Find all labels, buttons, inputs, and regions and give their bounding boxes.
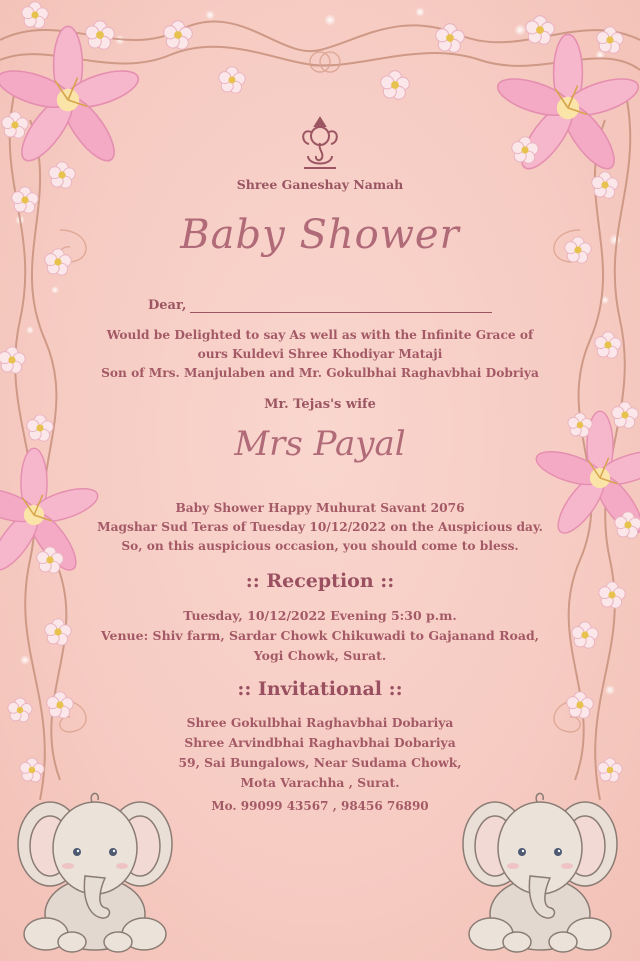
invocation-text: Shree Ganeshay Namah: [236, 177, 404, 192]
mobile-numbers: Mo. 99099 43567 , 98456 76890: [211, 799, 429, 813]
wife-of-text: Mr. Tejas's wife: [264, 397, 376, 412]
reception-line: Yogi Chowk, Surat.: [253, 648, 387, 663]
detail-line: So, on this auspicious occasion, you should come to bless.: [121, 539, 519, 553]
intro-line: Would be Delighted to say As well as with the Infinite Grace of: [106, 328, 534, 342]
event-details: [0, 499, 640, 556]
invitational-info: [0, 713, 640, 793]
intro-line: Son of Mrs. Manjulaben and Mr. Gokulbhai Raghavbhai Dobriya: [101, 366, 539, 380]
dear-label: Dear,: [148, 298, 187, 313]
intro-line: ours Kuldevi Shree Khodiyar Mataji: [197, 347, 443, 361]
elephant-icon: [10, 786, 180, 956]
honoree-name: Mrs Payal: [234, 424, 406, 464]
intro-text: [0, 326, 640, 383]
invitational-line: 59, Sai Bungalows, Near Sudama Chowk,: [178, 755, 462, 770]
detail-line: Magshar Sud Teras of Tuesday 10/12/2022 on the Auspicious day.: [97, 520, 543, 534]
invitation-title: Baby Shower: [180, 212, 460, 258]
invitational-line: Shree Gokulbhai Raghavbhai Dobariya: [186, 715, 454, 730]
guest-name-line: [190, 312, 492, 313]
detail-line: Baby Shower Happy Muhurat Savant 2076: [175, 501, 465, 515]
reception-line: Venue: Shiv farm, Sardar Chowk Chikuwadi to Gajanand Road,: [100, 628, 540, 643]
elephant-icon: [455, 786, 625, 956]
invitational-line: Mota Varachha , Surat.: [240, 775, 400, 790]
ganesha-icon: [298, 116, 342, 172]
invitational-line: Shree Arvindbhai Raghavbhai Dobariya: [184, 735, 456, 750]
invitational-heading: :: Invitational ::: [237, 678, 403, 700]
reception-info: [0, 606, 640, 666]
reception-line: Tuesday, 10/12/2022 Evening 5:30 p.m.: [183, 608, 457, 623]
reception-heading: :: Reception ::: [245, 570, 395, 592]
